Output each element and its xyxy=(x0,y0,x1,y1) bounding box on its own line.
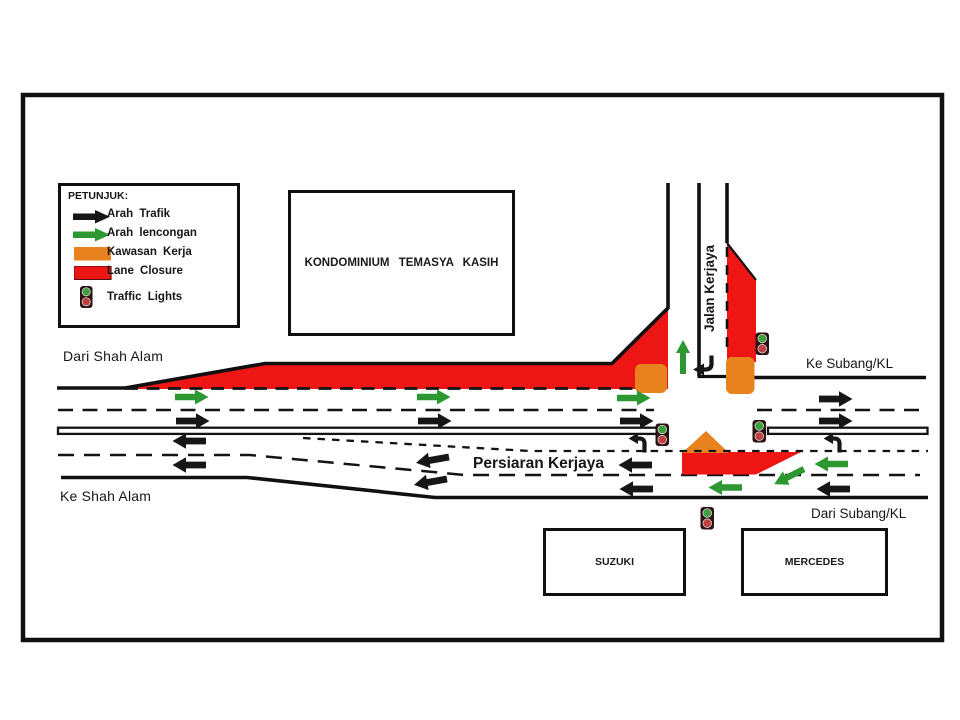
median-double-line-east xyxy=(768,428,928,434)
building-mercedes xyxy=(741,528,888,596)
median-double-line-west xyxy=(58,428,667,434)
work-area-triangle xyxy=(682,431,729,453)
traffic-light-icon xyxy=(80,286,94,309)
legend-item-label: Arah lencongan xyxy=(107,227,197,239)
diversion-arrow-icon xyxy=(815,457,849,472)
traffic-arrow-icon xyxy=(619,457,653,473)
direction-label-ke-shah-alam: Ke Shah Alam xyxy=(60,488,152,504)
road-edge-south xyxy=(61,478,928,498)
traffic-arrow-icon xyxy=(173,433,207,449)
traffic-light-icon xyxy=(753,420,767,443)
hook-turn-arrow-icon xyxy=(824,433,840,453)
diversion-arrow-icon xyxy=(676,340,690,374)
direction-label-dari-subang-kl: Dari Subang/KL xyxy=(811,506,907,521)
traffic-arrow-icon xyxy=(413,471,449,492)
turn-left-arrow-icon xyxy=(693,356,712,376)
traffic-arrow-icon xyxy=(173,457,207,473)
diversion-arrow-icon xyxy=(417,390,451,405)
building-label: KONDOMINIUM TEMASYA KASIH xyxy=(304,257,499,269)
traffic-arrow-icon xyxy=(176,413,210,429)
road-label-persiaran-kerjaya: Persiaran Kerjaya xyxy=(473,455,604,472)
building-kondominium xyxy=(288,190,515,336)
diversion-arrow-icon xyxy=(709,480,743,495)
hook-turn-arrow-icon xyxy=(629,433,645,453)
traffic-arrow-icon xyxy=(620,481,654,497)
legend-item-label: Kawasan Kerja xyxy=(107,246,192,258)
traffic-light-icon xyxy=(656,424,670,447)
legend-box xyxy=(58,183,240,328)
traffic-arrow-icon xyxy=(819,391,853,407)
traffic-light-icon xyxy=(701,507,715,530)
traffic-arrow-icon xyxy=(415,449,451,470)
building-suzuki xyxy=(543,528,686,596)
lane-closure-area-junction xyxy=(682,452,801,475)
legend-item-label: Arah Trafik xyxy=(107,208,171,220)
legend-item-label: Traffic Lights xyxy=(107,291,183,303)
work-area-block-east xyxy=(726,357,755,394)
legend-title: PETUNJUK: xyxy=(68,190,129,202)
building-label: SUZUKI xyxy=(594,556,635,568)
direction-label-ke-subang-kl: Ke Subang/KL xyxy=(806,356,894,371)
traffic-arrow-icon xyxy=(620,413,654,429)
traffic-light-icon xyxy=(756,333,770,356)
traffic-arrow-icon xyxy=(819,413,853,429)
road-label-jalan-kerjaya: Jalan Kerjaya xyxy=(702,244,717,333)
work-area-block-west xyxy=(635,364,667,393)
legend-item-label: Lane Closure xyxy=(107,265,183,277)
traffic-arrow-icon xyxy=(817,481,851,497)
traffic-arrow-icon xyxy=(418,413,452,429)
diversion-arrow-icon xyxy=(175,390,209,405)
direction-label-dari-shah-alam: Dari Shah Alam xyxy=(63,348,164,364)
diversion-arrow-icon xyxy=(771,462,808,491)
building-label: MERCEDES xyxy=(784,556,845,568)
